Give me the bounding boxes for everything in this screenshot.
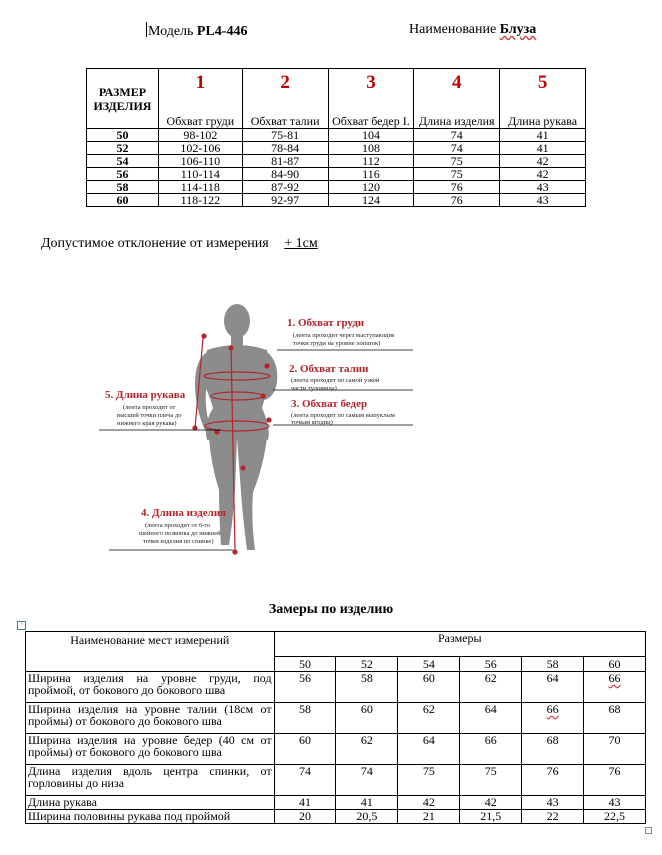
measurement-value-cell xyxy=(584,765,646,796)
measurement-value: 42 xyxy=(422,795,435,809)
measurement-value-cell xyxy=(398,765,460,796)
measurement-value-cell xyxy=(336,796,398,810)
measurement-value: 58 xyxy=(299,702,312,716)
measurement-row xyxy=(26,734,646,765)
page-corner-marker xyxy=(645,827,652,834)
sizes-header: Размеры xyxy=(274,632,645,657)
measurements-table xyxy=(25,631,646,824)
size-value-cell: 43 xyxy=(500,194,586,207)
column-number: 1 xyxy=(158,69,242,97)
measurement-value-cell xyxy=(460,765,522,796)
measurement-value: 62 xyxy=(484,671,497,685)
measurement-value-cell xyxy=(584,796,646,810)
measurement-value-cell xyxy=(584,672,646,703)
measurement-name-cell: Ширина изделия на уровне бедер (40 см от проймы) от бокового до бокового шва xyxy=(26,734,275,765)
size-cell: 54 xyxy=(87,155,159,168)
body-measurement-figure xyxy=(95,300,435,560)
measurement-value: 76 xyxy=(608,764,621,778)
measurement-value: 68 xyxy=(608,702,621,716)
size-value-cell: 41 xyxy=(500,129,586,142)
size-value-cell: 124 xyxy=(328,194,414,207)
label-hips-desc: (лента проходит по самым выпуклым xyxy=(291,412,395,419)
size-value-cell: 84-90 xyxy=(242,168,328,181)
size-value-cell: 75 xyxy=(414,155,500,168)
size-value-cell: 76 xyxy=(414,194,500,207)
size-value-cell: 41 xyxy=(500,142,586,155)
measurement-value: 64 xyxy=(484,702,497,716)
measurement-value-cell xyxy=(398,703,460,734)
size-rows xyxy=(87,129,586,207)
measurement-value-cell xyxy=(336,765,398,796)
column-number: 5 xyxy=(500,69,586,97)
label-waist-desc: части туловища) xyxy=(291,385,337,392)
measurement-value: 66 xyxy=(546,702,559,716)
size-value-cell: 112 xyxy=(328,155,414,168)
measurement-value: 66 xyxy=(484,733,497,747)
measurement-value-cell xyxy=(274,734,336,765)
measurement-value: 20,5 xyxy=(356,809,378,823)
measurement-value-cell xyxy=(274,796,336,810)
size-value-cell: 74 xyxy=(414,129,500,142)
size-value-cell: 81-87 xyxy=(242,155,328,168)
measurement-value: 60 xyxy=(360,702,373,716)
column-label: Обхват груди xyxy=(158,96,242,129)
measurement-value-cell xyxy=(522,703,584,734)
measurement-name-cell: Ширина изделия на уровне талии (18см от проймы) от бокового до бокового шва xyxy=(26,703,275,734)
measurement-value-cell xyxy=(336,734,398,765)
measurements-title: Замеры по изделию xyxy=(268,602,394,617)
size-value-cell: 98-102 xyxy=(158,129,242,142)
size-cell: 52 xyxy=(87,142,159,155)
measurement-row xyxy=(26,672,646,703)
label-chest-title: 1. Обхват груди xyxy=(287,317,365,329)
label-sleeve-desc: нижнего края рукава) xyxy=(117,420,177,427)
measurement-value-cell xyxy=(274,672,336,703)
size-value-cell: 78-84 xyxy=(242,142,328,155)
size-value-cell: 116 xyxy=(328,168,414,181)
size-cell: 56 xyxy=(87,168,159,181)
measurement-row xyxy=(26,810,646,824)
measurement-value: 42 xyxy=(484,795,497,809)
measurement-name-cell: Длина изделия вдоль центра спинки, от горловины до низа xyxy=(26,765,275,796)
model-line xyxy=(146,22,247,40)
measurement-value-cell xyxy=(460,672,522,703)
measurement-value: 64 xyxy=(422,733,435,747)
measurement-name-cell: Длина рукава xyxy=(26,796,275,810)
measurement-value-cell xyxy=(522,796,584,810)
label-waist-desc: (лента проходит по самой узкой xyxy=(291,377,380,384)
model-value: PL4-446 xyxy=(196,24,248,39)
label-sleeve-desc: (лента проходит от xyxy=(123,404,176,411)
measurement-value-cell xyxy=(584,810,646,824)
label-hips-title: 3. Обхват бедер xyxy=(291,398,368,410)
measurement-value-cell xyxy=(398,810,460,824)
measurement-value-cell xyxy=(460,810,522,824)
measurement-value-cell xyxy=(460,796,522,810)
measurement-value: 60 xyxy=(299,733,312,747)
measurement-name-cell: Ширина изделия на уровне груди, под проймой, от бокового до бокового шва xyxy=(26,672,275,703)
measurement-value-cell xyxy=(336,703,398,734)
measurement-value-cell xyxy=(584,734,646,765)
measurement-value: 58 xyxy=(360,671,373,685)
measurement-value: 70 xyxy=(608,733,621,747)
tolerance-line xyxy=(41,236,318,252)
measurement-value-cell xyxy=(274,765,336,796)
measurement-value-cell xyxy=(398,672,460,703)
measurement-value-cell xyxy=(522,810,584,824)
column-label: Длина изделия xyxy=(414,96,500,129)
label-sleeve-desc: высшей точки плеча до xyxy=(117,412,182,419)
table-move-handle-icon[interactable]: + xyxy=(17,621,26,630)
size-row xyxy=(87,168,586,181)
measurement-value: 56 xyxy=(299,671,312,685)
size-value-cell: 120 xyxy=(328,181,414,194)
size-row xyxy=(87,142,586,155)
column-label: Длина рукава xyxy=(500,96,586,129)
size-value-cell: 75 xyxy=(414,168,500,181)
measurement-value: 21,5 xyxy=(480,809,502,823)
label-length-title: 4. Длина изделия xyxy=(141,507,227,519)
measurement-value: 74 xyxy=(299,764,312,778)
size-header-cell: 50 xyxy=(274,657,336,672)
size-value-cell: 75-81 xyxy=(242,129,328,142)
measurement-value: 21 xyxy=(422,809,435,823)
size-header-cell: 60 xyxy=(584,657,646,672)
measurement-row xyxy=(26,765,646,796)
size-cell: 60 xyxy=(87,194,159,207)
size-value-cell: 108 xyxy=(328,142,414,155)
measurement-value-cell xyxy=(398,734,460,765)
measurement-value: 62 xyxy=(422,702,435,716)
measurement-value-cell xyxy=(336,810,398,824)
size-value-cell: 42 xyxy=(500,168,586,181)
tolerance-value: + 1см xyxy=(284,236,318,251)
size-cell: 58 xyxy=(87,181,159,194)
measurement-value-cell xyxy=(460,734,522,765)
size-value-cell: 76 xyxy=(414,181,500,194)
size-value-cell: 43 xyxy=(500,181,586,194)
measurement-value: 76 xyxy=(546,764,559,778)
size-value-cell: 92-97 xyxy=(242,194,328,207)
column-number: 3 xyxy=(328,69,414,97)
label-length-desc: шейного позвонка до нижней xyxy=(139,530,221,537)
measurement-value: 43 xyxy=(608,795,621,809)
measurement-value: 43 xyxy=(546,795,559,809)
size-corner-label: РАЗМЕР ИЗДЕЛИЯ xyxy=(87,69,159,129)
label-waist-title: 2. Обхват талии xyxy=(289,363,369,375)
measurement-name-header: Наименование мест измерений xyxy=(26,632,275,672)
size-table xyxy=(86,68,586,207)
measurement-value: 41 xyxy=(299,795,312,809)
measurement-value: 74 xyxy=(360,764,373,778)
size-value-cell: 74 xyxy=(414,142,500,155)
measurement-value: 75 xyxy=(484,764,497,778)
size-value-cell: 110-114 xyxy=(158,168,242,181)
column-number: 4 xyxy=(414,69,500,97)
measurement-row xyxy=(26,703,646,734)
size-value-cell: 102-106 xyxy=(158,142,242,155)
model-label: Модель xyxy=(148,24,194,39)
tolerance-text: Допустимое отклонение от измерения xyxy=(41,236,269,251)
measurement-value-cell xyxy=(398,796,460,810)
size-value-cell: 42 xyxy=(500,155,586,168)
size-header-cell: 52 xyxy=(336,657,398,672)
size-header-cell: 56 xyxy=(460,657,522,672)
name-label: Наименование xyxy=(409,22,497,37)
measurement-value: 20 xyxy=(299,809,312,823)
measurement-rows xyxy=(26,672,646,824)
measurement-value-cell xyxy=(336,672,398,703)
measurement-value-cell xyxy=(522,734,584,765)
measurement-value-cell xyxy=(274,810,336,824)
size-row xyxy=(87,194,586,207)
name-line xyxy=(409,22,536,38)
measurement-value-cell xyxy=(274,703,336,734)
size-row xyxy=(87,129,586,142)
measurement-value-cell xyxy=(522,672,584,703)
measurement-value: 75 xyxy=(422,764,435,778)
size-value-cell: 106-110 xyxy=(158,155,242,168)
label-length-desc: (лента проходит от 6-го xyxy=(145,522,211,529)
column-number: 2 xyxy=(242,69,328,97)
measurement-value-cell xyxy=(584,703,646,734)
label-hips-desc: точкам ягодиц) xyxy=(291,419,333,426)
measurement-value: 22,5 xyxy=(604,809,626,823)
label-sleeve-title: 5. Длина рукава xyxy=(105,389,186,401)
size-row xyxy=(87,155,586,168)
measurement-name-cell: Ширина половины рукава под проймой xyxy=(26,810,275,824)
measurement-value: 68 xyxy=(546,733,559,747)
size-value-cell: 118-122 xyxy=(158,194,242,207)
size-row xyxy=(87,181,586,194)
measurement-row xyxy=(26,796,646,810)
size-value-cell: 104 xyxy=(328,129,414,142)
measurement-value: 64 xyxy=(546,671,559,685)
measurement-value-cell xyxy=(522,765,584,796)
label-chest-desc: точки груди на уровне лопаток) xyxy=(293,340,381,347)
text-cursor xyxy=(146,22,147,37)
size-value-cell: 114-118 xyxy=(158,181,242,194)
measurement-value-cell xyxy=(460,703,522,734)
measurement-value: 22 xyxy=(546,809,559,823)
size-value-cell: 87-92 xyxy=(242,181,328,194)
measurement-value: 60 xyxy=(422,671,435,685)
column-label: Обхват бедер I. xyxy=(328,96,414,129)
measurement-value: 62 xyxy=(360,733,373,747)
column-label: Обхват талии xyxy=(242,96,328,129)
label-chest-desc: (лента проходит через выступающие xyxy=(293,332,395,339)
measurement-value: 41 xyxy=(360,795,373,809)
size-header-cell: 58 xyxy=(522,657,584,672)
size-header-cell: 54 xyxy=(398,657,460,672)
label-length-desc: точки изделия по спинке) xyxy=(143,538,214,545)
size-cell: 50 xyxy=(87,129,159,142)
name-value: Блуза xyxy=(499,22,537,37)
measurement-value: 66 xyxy=(608,671,621,685)
